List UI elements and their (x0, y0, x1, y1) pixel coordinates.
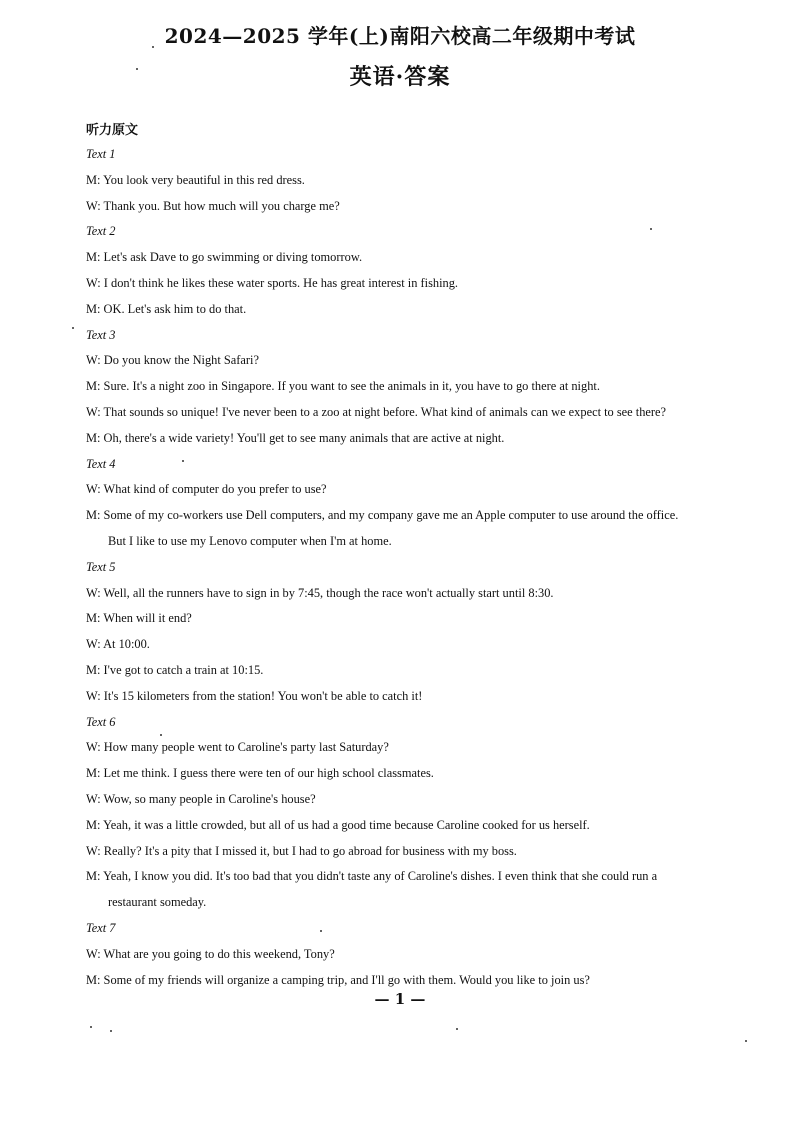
dialogue-line: W: At 10:00. (86, 637, 150, 652)
dialogue-line: M: Sure. It's a night zoo in Singapore. If you want to see the animals in it, you have to go there at night. (86, 379, 600, 394)
dialogue-line: W: Well, all the runners have to sign in by 7:45, though the race won't actually start until 8:30. (86, 585, 554, 600)
dialogue-line: M: Let me think. I guess there were ten of our high school classmates. (86, 766, 434, 781)
scan-speck (182, 460, 184, 462)
dialogue-line: M: Some of my co-workers use Dell computers, and my company gave me an Apple computer to use around the office. (86, 508, 679, 523)
dialogue-line: W: What kind of computer do you prefer to use? (86, 482, 327, 497)
text-section-label: Text 6 (86, 714, 116, 729)
text-section-label: Text 5 (86, 559, 116, 574)
dialogue-line: restaurant someday. (108, 895, 207, 910)
dialogue-line: W: Really? It's a pity that I missed it, but I had to go abroad for business with my boss. (86, 843, 517, 858)
dialogue-line: M: I've got to catch a train at 10:15. (86, 662, 264, 677)
scan-speck (745, 1040, 747, 1042)
answer-subtitle: 英语·答案 (349, 64, 451, 90)
text-section-label: Text 3 (86, 327, 116, 342)
exam-title: 2024—2025 学年(上)南阳六校高二年级期中考试 (164, 24, 636, 48)
scan-speck (90, 1026, 92, 1028)
scan-speck (160, 734, 162, 736)
dialogue-line: W: Do you know the Night Safari? (86, 353, 259, 368)
dialogue-line: M: Oh, there's a wide variety! You'll get to see many animals that are active at night. (86, 430, 505, 445)
dialogue-line: W: Thank you. But how much will you charge me? (86, 198, 340, 213)
dialogue-line: M: Some of my friends will organize a camping trip, and I'll go with them. Would you like to join us? (86, 972, 590, 987)
text-section-label: Text 4 (86, 456, 116, 471)
scan-speck (456, 1028, 458, 1030)
dialogue-line: But I like to use my Lenovo computer when I'm at home. (108, 533, 392, 548)
text-section-label: Text 1 (86, 147, 116, 161)
dialogue-line: M: Yeah, it was a little crowded, but all of us had a good time because Caroline cooked for us herself. (86, 817, 590, 832)
transcript-lines (86, 142, 776, 993)
dialogue-line: M: OK. Let's ask him to do that. (86, 301, 247, 316)
dialogue-line: W: How many people went to Caroline's party last Saturday? (86, 740, 389, 755)
dialogue-line: W: I don't think he likes these water sports. He has great interest in fishing. (86, 275, 459, 290)
text-section-label: Text 2 (86, 224, 116, 239)
dialogue-line: M: You look very beautiful in this red dress. (86, 172, 305, 187)
text-section-label: Text 7 (86, 920, 116, 935)
dialogue-line: M: When will it end? (86, 611, 192, 626)
dialogue-line: W: It's 15 kilometers from the station! You won't be able to catch it! (86, 688, 423, 703)
scan-speck (136, 68, 138, 70)
scan-speck (320, 930, 322, 932)
scan-speck (72, 327, 74, 329)
dialogue-line: W: What are you going to do this weekend, Tony? (86, 946, 335, 961)
listening-transcript-heading: 听力原文 (86, 123, 139, 138)
dialogue-line: M: Let's ask Dave to go swimming or diving tomorrow. (86, 250, 363, 265)
dialogue-line: M: Yeah, I know you did. It's too bad that you didn't taste any of Caroline's dishes. I even think that she could run a (86, 869, 658, 884)
dialogue-line: W: That sounds so unique! I've never been to a zoo at night before. What kind of animals can we expect to see there? (86, 404, 667, 419)
scan-speck (650, 228, 652, 230)
scan-speck (110, 1030, 112, 1032)
scan-speck (152, 46, 154, 48)
dialogue-line: W: Wow, so many people in Caroline's house? (86, 791, 316, 806)
page-number: — 1 — (374, 990, 426, 1008)
